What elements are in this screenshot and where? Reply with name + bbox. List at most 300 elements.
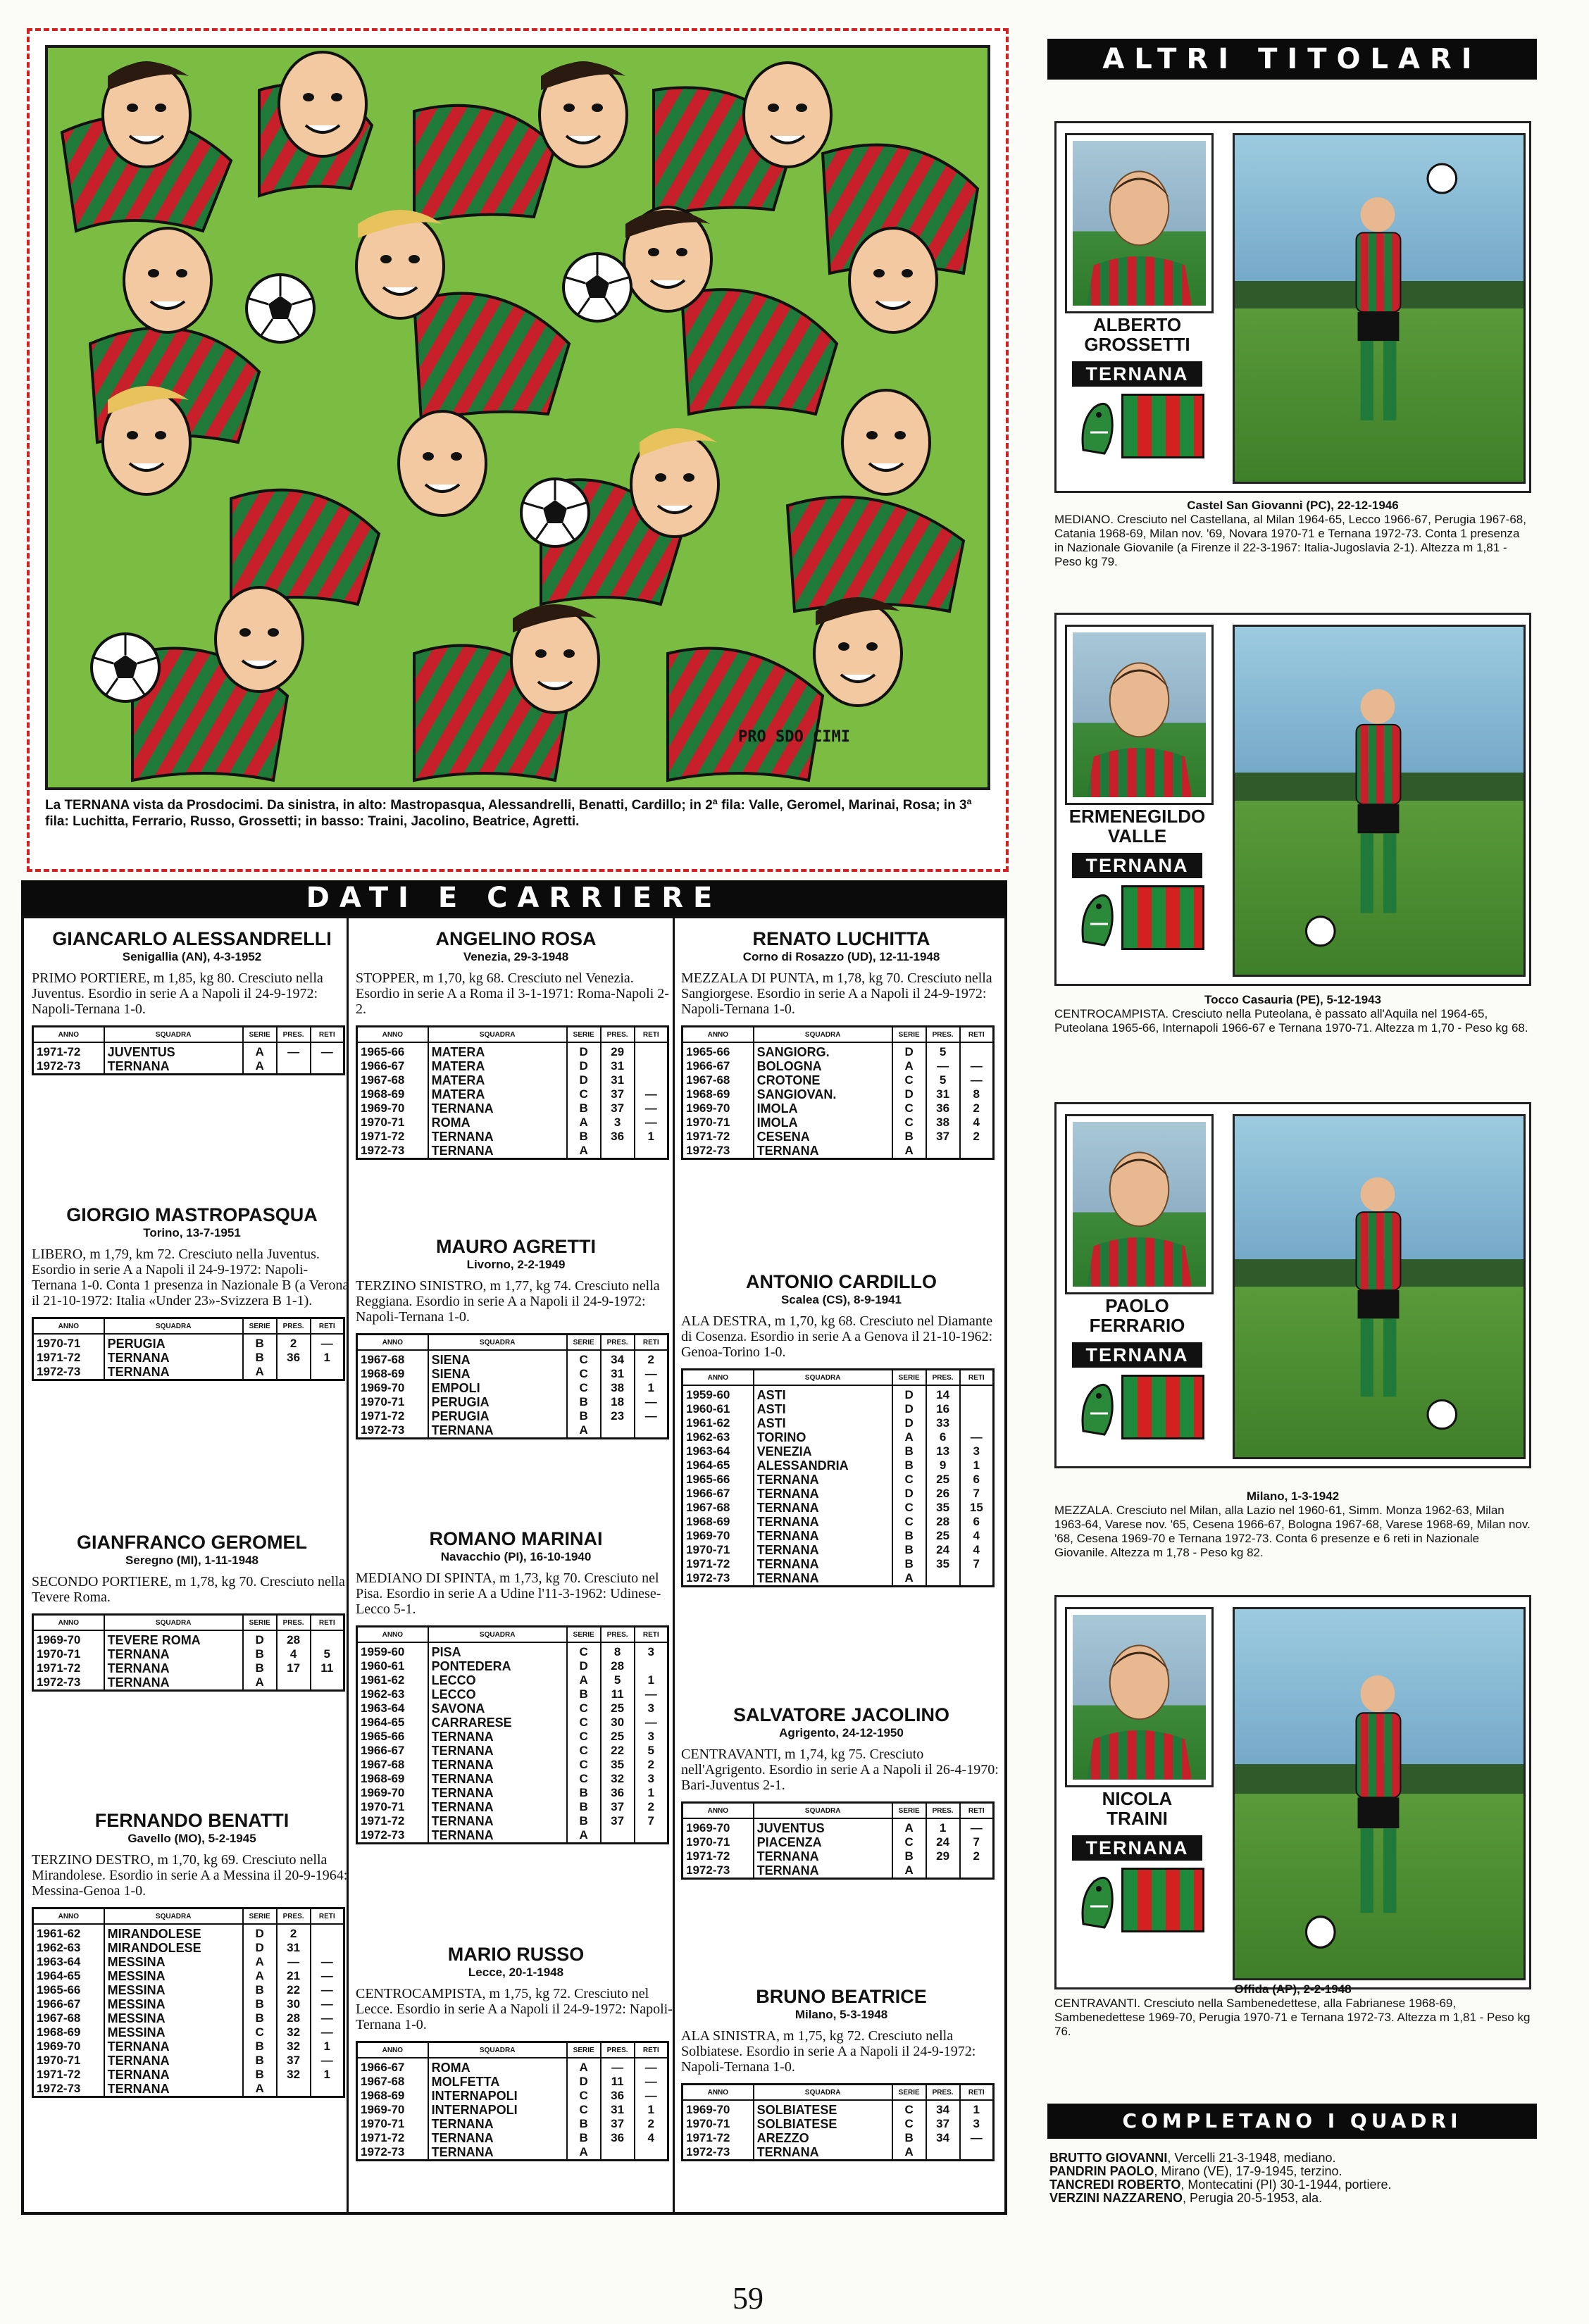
cell-pres — [926, 2145, 960, 2161]
cell-pres: 32 — [277, 2068, 311, 2082]
cell-anno: 1965-66 — [683, 1473, 754, 1487]
card-bio — [1054, 1982, 1531, 2039]
cell-pres: 24 — [926, 1543, 960, 1557]
cell-squadra: TERNANA — [428, 1800, 567, 1814]
cell-pres: 3 — [601, 1116, 635, 1130]
player-birth: Seregno (MI), 1-11-1948 — [125, 1554, 258, 1567]
cell-reti: 3 — [960, 1444, 994, 1458]
career-row — [33, 1983, 344, 1997]
player-entry — [32, 1810, 352, 2098]
cell-pres: 9 — [926, 1458, 960, 1473]
cell-pres: 11 — [601, 2075, 635, 2089]
player-portrait — [1065, 1607, 1214, 1787]
col-header-anno: ANNO — [683, 1803, 754, 1819]
cell-reti: 1 — [311, 2039, 344, 2054]
card-birthplace: Tocco Casauria (PE), 5-12-1943 — [1204, 993, 1381, 1006]
cell-pres: 14 — [926, 1385, 960, 1402]
cell-pres: 18 — [601, 1395, 635, 1409]
col-header-squadra: SQUADRA — [428, 1627, 567, 1643]
cell-serie: A — [567, 1116, 601, 1130]
portrait-photo — [1073, 141, 1206, 306]
cell-anno: 1971-72 — [357, 1814, 428, 1828]
cell-squadra: TERNANA — [428, 1814, 567, 1828]
career-row — [33, 1351, 344, 1365]
career-row — [357, 1381, 668, 1395]
player-birth: Lecce, 20-1-1948 — [468, 1966, 564, 1979]
portrait-figure — [1073, 1615, 1206, 1780]
cell-serie: B — [243, 2011, 277, 2025]
cell-anno: 1964-65 — [357, 1716, 428, 1730]
career-row — [357, 2103, 668, 2117]
cell-squadra: TERNANA — [754, 1515, 892, 1529]
col-header-squadra: SQUADRA — [104, 1908, 243, 1925]
cell-anno: 1966-67 — [357, 2058, 428, 2075]
cell-serie: B — [892, 1458, 926, 1473]
cell-reti: — — [960, 1430, 994, 1444]
col-header-serie: SERIE — [567, 1627, 601, 1643]
cell-serie: A — [892, 1144, 926, 1159]
cell-anno: 1967-68 — [357, 1350, 428, 1367]
cell-squadra: VENEZIA — [754, 1444, 892, 1458]
cell-serie: B — [892, 1529, 926, 1543]
cell-pres: 8 — [601, 1642, 635, 1659]
career-row — [357, 1716, 668, 1730]
altri-titolari-banner: ALTRI TITOLARI — [1047, 39, 1537, 80]
career-row — [357, 1130, 668, 1144]
cell-anno: 1968-69 — [357, 1087, 428, 1101]
career-row — [33, 2054, 344, 2068]
player-entry — [32, 928, 352, 1075]
cell-squadra: MESSINA — [104, 1955, 243, 1969]
cell-squadra: MATERA — [428, 1059, 567, 1073]
cell-reti — [960, 1144, 994, 1159]
cell-squadra: TERNANA — [754, 1849, 892, 1863]
team-crest-icon — [1076, 394, 1118, 458]
cell-pres: — — [926, 1059, 960, 1073]
cell-serie: C — [567, 1381, 601, 1395]
career-row — [33, 2039, 344, 2054]
cell-squadra: ALESSANDRIA — [754, 1458, 892, 1473]
career-row — [357, 1744, 668, 1758]
cell-pres: 26 — [926, 1487, 960, 1501]
cell-anno: 1971-72 — [683, 1130, 754, 1144]
col-header-reti: RETI — [960, 1803, 994, 1819]
career-row — [683, 1385, 994, 1402]
career-row — [357, 1814, 668, 1828]
completano-name: VERZINI NAZZARENO — [1049, 2191, 1183, 2205]
cell-reti: 1 — [960, 1458, 994, 1473]
team-stripes — [1121, 1868, 1204, 1932]
cell-anno: 1970-71 — [683, 1116, 754, 1130]
cell-reti: 3 — [635, 1730, 668, 1744]
card-first-name: ALBERTO — [1092, 314, 1182, 335]
player-card — [1054, 121, 1531, 493]
cell-serie: D — [892, 1402, 926, 1416]
cell-squadra: MESSINA — [104, 1969, 243, 1983]
career-row — [33, 2082, 344, 2097]
cell-squadra: TEVERE ROMA — [104, 1630, 243, 1647]
cell-pres: 28 — [926, 1515, 960, 1529]
cell-serie: D — [892, 1416, 926, 1430]
cell-reti — [311, 1365, 344, 1380]
cell-anno: 1970-71 — [683, 2117, 754, 2131]
cell-anno: 1963-64 — [683, 1444, 754, 1458]
cell-reti: — — [635, 1087, 668, 1101]
player-birth: Livorno, 2-2-1949 — [466, 1258, 566, 1271]
cell-reti — [635, 1042, 668, 1059]
cell-serie: A — [567, 1144, 601, 1159]
cell-squadra: SOLBIATESE — [754, 2117, 892, 2131]
player-name: ANTONIO CARDILLO — [746, 1271, 937, 1292]
col-header-anno: ANNO — [683, 1370, 754, 1386]
cell-serie: D — [567, 1073, 601, 1087]
cell-anno: 1969-70 — [683, 1101, 754, 1116]
col-header-pres: PRES. — [277, 1908, 311, 1925]
cell-reti: 6 — [960, 1515, 994, 1529]
col-header-anno: ANNO — [357, 1627, 428, 1643]
cell-squadra: CROTONE — [754, 1073, 892, 1087]
card-first-name: ERMENEGILDO — [1068, 806, 1206, 827]
cell-anno: 1970-71 — [33, 1334, 104, 1351]
cell-reti: 2 — [635, 1350, 668, 1367]
portrait-photo — [1073, 1122, 1206, 1287]
cell-anno: 1972-73 — [33, 2082, 104, 2097]
cell-serie: B — [892, 1130, 926, 1144]
cell-reti: 5 — [635, 1744, 668, 1758]
career-table — [356, 1025, 669, 1160]
cell-anno: 1959-60 — [357, 1642, 428, 1659]
cell-anno: 1967-68 — [357, 2075, 428, 2089]
cell-pres — [277, 2082, 311, 2097]
cell-pres: 25 — [601, 1730, 635, 1744]
cell-squadra: TERNANA — [428, 2131, 567, 2145]
cell-pres: 31 — [601, 2103, 635, 2117]
player-birth: Agrigento, 24-12-1950 — [779, 1726, 904, 1739]
cell-squadra: ASTI — [754, 1416, 892, 1430]
cell-squadra: MIRANDOLESE — [104, 1941, 243, 1955]
col-header-serie: SERIE — [243, 1615, 277, 1631]
cell-pres — [277, 1059, 311, 1075]
col-header-reti: RETI — [960, 1027, 994, 1043]
caption-segment: ; in basso: — [297, 814, 368, 829]
cell-pres: 28 — [277, 2011, 311, 2025]
caption-segment: Valle, Geromel, Marinai, Rosa — [749, 798, 936, 813]
cell-squadra: TORINO — [754, 1430, 892, 1444]
cell-squadra: MOLFETTA — [428, 2075, 567, 2089]
cell-anno: 1971-72 — [683, 1849, 754, 1863]
cell-anno: 1961-62 — [33, 1924, 104, 1941]
cell-anno: 1965-66 — [357, 1730, 428, 1744]
cell-pres: 37 — [926, 2117, 960, 2131]
cell-pres: 22 — [277, 1983, 311, 1997]
cell-squadra: SOLBIATESE — [754, 2100, 892, 2117]
cell-reti: — — [311, 2025, 344, 2039]
team-crest-icon — [1076, 1868, 1118, 1932]
cell-pres: 25 — [926, 1473, 960, 1487]
cell-pres: 5 — [601, 1673, 635, 1687]
cell-reti — [311, 1059, 344, 1075]
cell-pres — [601, 2145, 635, 2161]
cell-squadra: PISA — [428, 1642, 567, 1659]
team-label: TERNANA — [1072, 361, 1202, 387]
cell-reti: 3 — [635, 1642, 668, 1659]
cell-reti — [960, 2145, 994, 2161]
cell-reti: 1 — [635, 1381, 668, 1395]
cell-reti — [635, 1423, 668, 1439]
career-row — [33, 2068, 344, 2082]
career-row — [683, 1144, 994, 1159]
cell-serie: A — [567, 2145, 601, 2161]
cell-serie: A — [892, 1818, 926, 1835]
player-entry — [32, 1532, 352, 1692]
cell-reti: 1 — [635, 2103, 668, 2117]
cell-serie: D — [567, 1059, 601, 1073]
cell-pres: 25 — [601, 1701, 635, 1716]
cell-serie: B — [567, 1395, 601, 1409]
cell-serie: B — [567, 1687, 601, 1701]
career-table — [681, 1801, 995, 1880]
cell-squadra: TERNANA — [104, 1661, 243, 1675]
cell-anno: 1971-72 — [33, 1042, 104, 1059]
player-birth: Torino, 13-7-1951 — [143, 1226, 241, 1239]
completano-item — [1049, 2151, 1543, 2165]
cell-serie: B — [892, 1849, 926, 1863]
cell-squadra: TERNANA — [754, 1473, 892, 1487]
career-row — [683, 1116, 994, 1130]
player-name: RENATO LUCHITTA — [752, 928, 930, 949]
cell-serie: C — [892, 1101, 926, 1116]
cell-reti: 11 — [311, 1661, 344, 1675]
card-bio — [1054, 1489, 1531, 1560]
cell-pres: 24 — [926, 1835, 960, 1849]
cell-serie: A — [892, 2145, 926, 2161]
cell-serie: B — [567, 1814, 601, 1828]
col-header-reti: RETI — [311, 1908, 344, 1925]
portrait-figure — [1073, 632, 1206, 797]
cell-serie: C — [567, 1087, 601, 1101]
col-header-serie: SERIE — [567, 1027, 601, 1043]
cell-squadra: IMOLA — [754, 1116, 892, 1130]
cell-pres: 16 — [926, 1402, 960, 1416]
cell-serie: A — [243, 1955, 277, 1969]
cell-pres: — — [277, 1042, 311, 1059]
cell-anno: 1966-67 — [33, 1997, 104, 2011]
cell-serie: C — [567, 1730, 601, 1744]
career-row — [357, 1409, 668, 1423]
career-row — [33, 1059, 344, 1075]
cell-serie: B — [567, 1800, 601, 1814]
player-portrait — [1065, 625, 1214, 805]
career-row — [683, 1849, 994, 1863]
player-portrait — [1065, 1114, 1214, 1294]
cell-anno: 1966-67 — [683, 1487, 754, 1501]
cell-reti: 2 — [635, 1758, 668, 1772]
cell-squadra: MATERA — [428, 1042, 567, 1059]
cell-squadra: TERNANA — [428, 1130, 567, 1144]
cell-serie: D — [567, 2075, 601, 2089]
cell-reti: — — [635, 2075, 668, 2089]
col-header-pres: PRES. — [601, 1027, 635, 1043]
action-photo — [1233, 1114, 1526, 1459]
cell-squadra: TERNANA — [428, 2145, 567, 2161]
cell-reti — [311, 1941, 344, 1955]
col-header-anno: ANNO — [33, 1318, 104, 1335]
completano-banner: COMPLETANO I QUADRI — [1047, 2104, 1537, 2139]
cell-serie: D — [892, 1042, 926, 1059]
career-row — [683, 1416, 994, 1430]
cell-squadra: PERUGIA — [104, 1334, 243, 1351]
cell-pres: 17 — [277, 1661, 311, 1675]
cell-pres: 6 — [926, 1430, 960, 1444]
col-header-serie: SERIE — [892, 1027, 926, 1043]
cell-anno: 1971-72 — [33, 2068, 104, 2082]
col-header-serie: SERIE — [892, 2085, 926, 2101]
cell-anno: 1966-67 — [683, 1059, 754, 1073]
completano-detail: , Perugia 20-5-1953, ala. — [1183, 2191, 1323, 2205]
player-birth: Corno di Rosazzo (UD), 12-11-1948 — [742, 950, 940, 963]
career-row — [357, 1786, 668, 1800]
card-bio-text: MEZZALA. Cresciuto nel Milan, alla Lazio nel 1960-61, Simm. Monza 1962-63, Milan 1963-64, Varese nov. '65, Cesena 1966-67, Bologna 1967-68, Varese 1968-69, Milan nov. '68, Cesena 1969-70 e Ternana 1972-73. Conta 6 presenze e 6 reti in Nazionale Giovanile. Altezza m 1,78 - Peso kg 82. — [1054, 1504, 1531, 1559]
cell-pres: 36 — [601, 1786, 635, 1800]
career-row — [683, 1042, 994, 1059]
cell-serie: A — [892, 1430, 926, 1444]
col-header-pres: PRES. — [926, 2085, 960, 2101]
cell-serie: A — [243, 2082, 277, 2097]
completano-detail: , Montecatini (PI) 30-1-1944, portiere. — [1180, 2178, 1392, 2192]
cell-reti — [311, 1630, 344, 1647]
col-header-pres: PRES. — [277, 1027, 311, 1043]
completano-item — [1049, 2165, 1543, 2178]
cell-anno: 1961-62 — [683, 1416, 754, 1430]
caption-segment: Mastropasqua, Alessandrelli, Benatti, Cardillo — [390, 798, 682, 813]
cell-pres: 36 — [601, 1130, 635, 1144]
player-birth: Venezia, 29-3-1948 — [463, 950, 569, 963]
cell-reti — [960, 1571, 994, 1587]
col-header-reti: RETI — [635, 1335, 668, 1351]
cell-anno: 1970-71 — [357, 1116, 428, 1130]
col-header-anno: ANNO — [683, 2085, 754, 2101]
career-row — [683, 1130, 994, 1144]
cell-pres: — — [601, 2058, 635, 2075]
cell-reti: 8 — [960, 1087, 994, 1101]
cell-squadra: MATERA — [428, 1087, 567, 1101]
player-name: BRUNO BEATRICE — [756, 1986, 927, 2007]
col-header-squadra: SQUADRA — [428, 1335, 567, 1351]
career-row — [33, 1630, 344, 1647]
cell-serie: A — [892, 1059, 926, 1073]
player-card — [1054, 1595, 1531, 1989]
completano-list — [1049, 2151, 1543, 2205]
cell-squadra: TERNANA — [428, 1423, 567, 1439]
col-header-anno: ANNO — [357, 1335, 428, 1351]
career-row — [357, 2089, 668, 2103]
cell-serie: B — [243, 1351, 277, 1365]
career-row — [357, 1116, 668, 1130]
col-header-anno: ANNO — [33, 1908, 104, 1925]
col-header-reti: RETI — [311, 1318, 344, 1335]
cell-anno: 1970-71 — [33, 2054, 104, 2068]
cell-anno: 1972-73 — [33, 1059, 104, 1075]
player-birth: Scalea (CS), 8-9-1941 — [780, 1293, 902, 1306]
cell-serie: D — [243, 1924, 277, 1941]
cell-anno: 1972-73 — [683, 1863, 754, 1879]
cell-pres: 31 — [601, 1367, 635, 1381]
cell-serie: C — [892, 2100, 926, 2117]
page-number: 59 — [733, 2281, 764, 2316]
cell-squadra: PONTEDERA — [428, 1659, 567, 1673]
player-portrait — [1065, 133, 1214, 313]
cell-reti: 1 — [635, 1130, 668, 1144]
cell-squadra: TERNANA — [428, 1101, 567, 1116]
cell-serie: A — [243, 1365, 277, 1380]
career-row — [683, 1515, 994, 1529]
cell-anno: 1966-67 — [357, 1059, 428, 1073]
player-entry — [681, 1986, 1002, 2161]
cell-anno: 1971-72 — [357, 2131, 428, 2145]
career-row — [33, 1334, 344, 1351]
cell-pres: 37 — [601, 1814, 635, 1828]
cell-pres — [601, 1423, 635, 1439]
cell-reti — [635, 2145, 668, 2161]
career-row — [357, 1350, 668, 1367]
cell-pres — [601, 1144, 635, 1159]
cell-squadra: INTERNAPOLI — [428, 2103, 567, 2117]
cell-anno: 1964-65 — [33, 1969, 104, 1983]
cell-reti: 1 — [311, 2068, 344, 2082]
career-row — [357, 2117, 668, 2131]
cell-reti: 5 — [311, 1647, 344, 1661]
cell-reti: — — [635, 1395, 668, 1409]
cell-squadra: TERNANA — [754, 1571, 892, 1587]
cell-serie: B — [567, 1786, 601, 1800]
cell-serie: C — [567, 1744, 601, 1758]
career-row — [357, 1101, 668, 1116]
cell-serie: C — [892, 1501, 926, 1515]
cell-anno: 1971-72 — [683, 1557, 754, 1571]
cell-reti: 1 — [635, 1673, 668, 1687]
cell-squadra: TERNANA — [104, 1059, 243, 1075]
career-row — [33, 1647, 344, 1661]
cell-anno: 1966-67 — [357, 1744, 428, 1758]
player-birth: Navacchio (PI), 16-10-1940 — [440, 1550, 592, 1563]
cell-anno: 1968-69 — [357, 1367, 428, 1381]
card-last-name: VALLE — [1107, 825, 1167, 846]
cell-reti: 4 — [960, 1543, 994, 1557]
cell-pres: 31 — [926, 1087, 960, 1101]
cell-anno: 1967-68 — [357, 1758, 428, 1772]
career-row — [33, 1365, 344, 1380]
career-row — [683, 1101, 994, 1116]
cell-serie: A — [892, 1863, 926, 1879]
cell-serie: A — [567, 1828, 601, 1844]
cell-serie: A — [243, 1059, 277, 1075]
completano-name: PANDRIN PAOLO — [1049, 2164, 1154, 2178]
player-bio: ALA DESTRA, m 1,70, kg 68. Cresciuto nel Diamante di Cosenza. Esordio in serie A a Genova il 21-10-1962: Genoa-Torino 1-0. — [681, 1313, 993, 1360]
col-header-serie: SERIE — [567, 1335, 601, 1351]
player-bio: ALA SINISTRA, m 1,75, kg 72. Cresciuto nella Solbiatese. Esordio in serie A a Napoli il 24-9-1972: Napoli-Ternana 1-0. — [681, 2028, 976, 2075]
caption-segment: ; in 2ª fila: — [681, 798, 749, 813]
career-row — [357, 1087, 668, 1101]
artist-signature: PRO SDO CIMI — [738, 728, 850, 746]
col-header-serie: SERIE — [243, 1027, 277, 1043]
cell-serie: D — [243, 1630, 277, 1647]
cell-squadra: TERNANA — [428, 1758, 567, 1772]
action-photo — [1233, 133, 1526, 484]
cell-anno: 1972-73 — [33, 1675, 104, 1691]
cell-squadra: TERNANA — [754, 1529, 892, 1543]
cell-reti — [960, 1402, 994, 1416]
cell-reti: 2 — [960, 1101, 994, 1116]
